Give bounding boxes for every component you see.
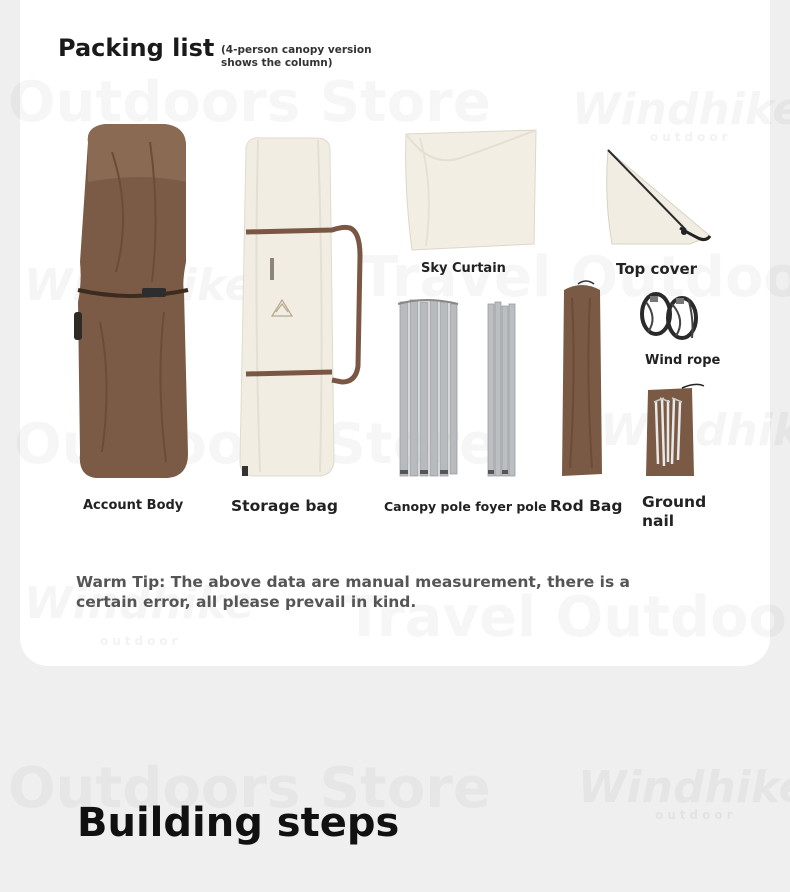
warm-tip: Warm Tip: The above data are manual measurement, there is a certain error, all please prevail in kind.: [76, 573, 631, 611]
watermark-brand-sub: outdoor: [655, 808, 737, 822]
sky-curtain-image: [400, 128, 540, 252]
packing-list-note: (4-person canopy version shows the column): [221, 44, 372, 69]
canopy-pole-image: [396, 296, 460, 480]
item-label-ground-nail: Ground nail: [642, 493, 707, 530]
item-label-canopy-pole: Canopy pole foyer pole: [384, 499, 547, 514]
building-steps-heading: Building steps: [77, 800, 400, 846]
foyer-pole-image: [484, 300, 520, 480]
item-label-storage-bag: Storage bag: [231, 497, 338, 515]
storage-bag-image: [232, 136, 368, 480]
item-label-rod-bag: Rod Bag: [550, 497, 623, 515]
ground-nail-image: [642, 380, 706, 480]
account-body-image: [72, 122, 192, 482]
item-label-sky-curtain: Sky Curtain: [421, 261, 506, 276]
rod-bag-image: [556, 278, 608, 480]
item-label-account-body: Account Body: [83, 498, 184, 513]
item-label-top-cover: Top cover: [616, 260, 698, 278]
watermark-brand: [578, 762, 790, 813]
packing-list-title: Packing list: [58, 34, 215, 62]
item-label-wind-rope: Wind rope: [645, 353, 721, 368]
wind-rope-image: [636, 288, 706, 346]
top-cover-image: [602, 148, 718, 250]
